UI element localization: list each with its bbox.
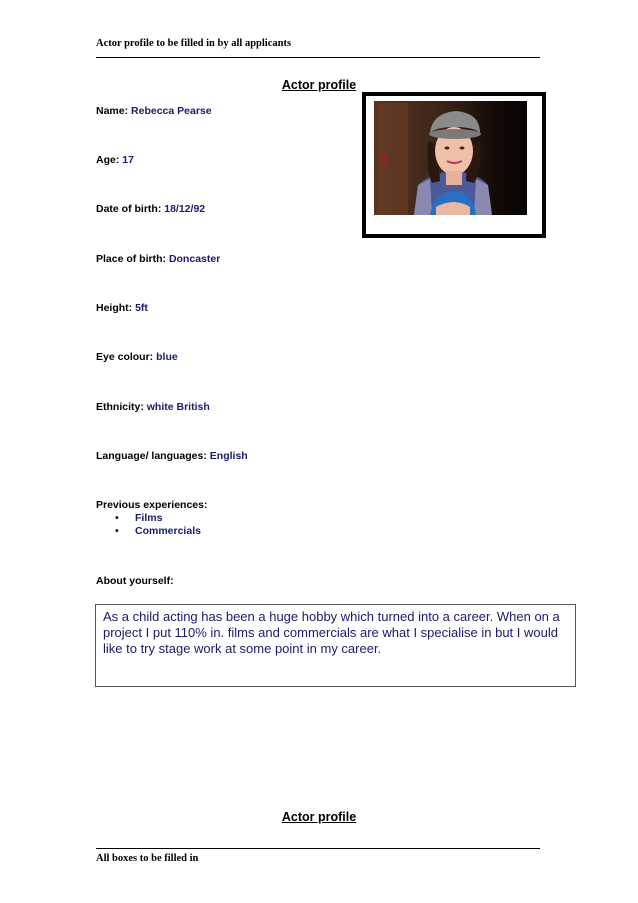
field-value: 5ft xyxy=(135,302,148,314)
footer-title: Actor profile xyxy=(281,810,357,824)
footer-text: All boxes to be filled in xyxy=(96,853,199,864)
field-eye-colour xyxy=(96,351,178,363)
field-value: Rebecca Pearse xyxy=(131,105,212,117)
field-value: English xyxy=(209,450,248,462)
field-languages xyxy=(96,450,248,462)
list-item xyxy=(115,512,201,525)
field-label: Height: xyxy=(96,302,133,314)
profile-photo-image xyxy=(374,101,527,215)
field-label: Ethnicity: xyxy=(96,401,144,413)
field-label: Age: xyxy=(96,154,120,166)
field-label: Language/ languages: xyxy=(96,450,207,462)
profile-photo xyxy=(374,101,527,215)
field-name xyxy=(96,105,212,117)
field-place-of-birth xyxy=(96,253,220,265)
footer-divider xyxy=(96,848,540,849)
header-divider xyxy=(96,57,540,58)
field-ethnicity xyxy=(96,401,210,413)
about-label: About yourself: xyxy=(96,575,174,587)
about-textbox[interactable]: As a child acting has been a huge hobby which turned into a career. When on a project I put 110% in. films and commercials are what I specialise in but I would like to try stage work at some point in my career. xyxy=(95,604,576,687)
experience-item: Films xyxy=(135,512,163,524)
field-label: Place of birth: xyxy=(96,253,167,265)
field-label: Date of birth: xyxy=(96,203,162,215)
page-title: Actor profile xyxy=(281,78,357,92)
field-label: Eye colour: xyxy=(96,351,154,363)
header-text: Actor profile to be filled in by all applicants xyxy=(96,38,292,49)
bullet-icon: • xyxy=(115,525,119,537)
experience-label: Previous experiences: xyxy=(96,499,208,511)
field-value: white British xyxy=(146,401,210,413)
experience-item: Commercials xyxy=(135,525,201,537)
field-label: Name: xyxy=(96,105,129,117)
bullet-icon: • xyxy=(115,512,119,524)
field-value: blue xyxy=(156,351,178,363)
field-age xyxy=(96,154,134,166)
list-item xyxy=(115,525,201,538)
field-value: 17 xyxy=(122,154,134,166)
field-value: 18/12/92 xyxy=(164,203,206,215)
field-value: Doncaster xyxy=(168,253,221,265)
photo-frame xyxy=(362,92,546,238)
field-date-of-birth xyxy=(96,203,205,215)
experience-list xyxy=(115,512,201,538)
field-height xyxy=(96,302,148,314)
